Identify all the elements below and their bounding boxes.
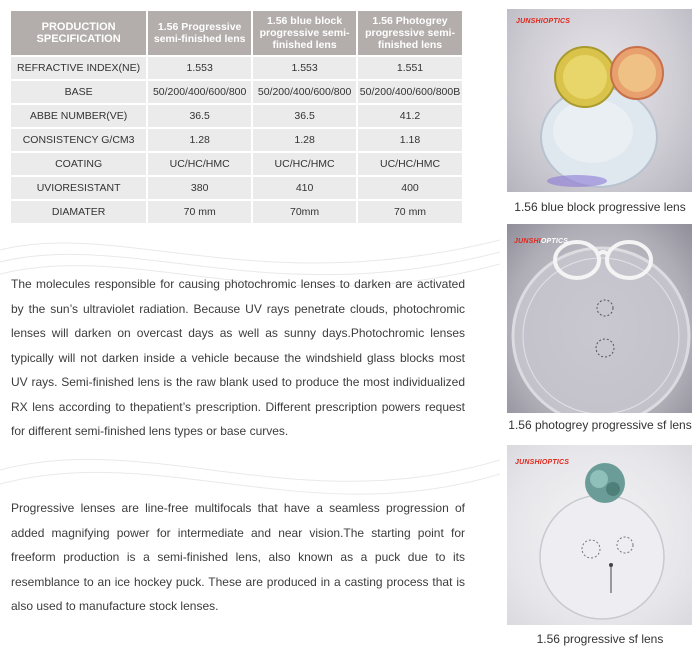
photochromic-paragraph: The molecules responsible for causing photochromic lenses to darken are activated by the sun’s ultraviolet radiation. Because UV rays penetrate clouds, photochromic lenses will darken on overcast days as well as sunny days.Photochromic lenses typically will not darken inside a vehicle because the windshield glass blocks most UV rays. Semi-finished lens is the raw blank used to produce the most individualized RX lens according to thepatient’s prescription. Different prescription powers request for different semi-finished lens types or base curves. [11, 277, 465, 438]
row-label: CONSISTENCY G/CM3 [11, 129, 146, 151]
row-label: BASE [11, 81, 146, 103]
table-cell: 380 [148, 177, 251, 199]
row-label: COATING [11, 153, 146, 175]
photo-caption: 1.56 blue block progressive lens [514, 200, 686, 214]
brand-logo: JUNSHIOPTICS [515, 459, 570, 466]
table-header-cell: PRODUCTION SPECIFICATION [11, 11, 146, 55]
table-cell: 50/200/400/600/800 [148, 81, 251, 103]
photo-caption: 1.56 progressive sf lens [536, 632, 664, 646]
table-header-cell: 1.56 blue block progressive semi-finished lens [253, 11, 356, 55]
table-row [11, 153, 462, 175]
table-row [11, 81, 462, 103]
lens-illustration [507, 224, 692, 413]
table-cell: 1.28 [148, 129, 251, 151]
table-row [11, 177, 462, 199]
progressive-lens-photo [507, 445, 692, 625]
table-row [11, 57, 462, 79]
row-label: DIAMATER [11, 201, 146, 223]
table-row [11, 129, 462, 151]
table-row [11, 105, 462, 127]
table-header-row [11, 11, 462, 55]
table-cell: 70 mm [148, 201, 251, 223]
progressive-paragraph: Progressive lenses are line-free multifocals that have a seamless progression of added magnifying power for intermediate and near vision.The starting point for freeform production is a semi-finished lens, also known as a puck due to its resemblance to an ice hockey puck. These are produced in a casting process that is also used to manufacture stock lenses. [11, 501, 465, 613]
table-cell: 41.2 [358, 105, 462, 127]
table-cell: UC/HC/HMC [253, 153, 356, 175]
blue-block-lens-photo [507, 9, 692, 192]
table-cell: 50/200/400/600/800B [358, 81, 462, 103]
table-cell: 1.553 [148, 57, 251, 79]
table-cell: 1.553 [253, 57, 356, 79]
table-cell: 50/200/400/600/800 [253, 81, 356, 103]
row-label: ABBE NUMBER(VE) [11, 105, 146, 127]
table-header-cell: 1.56 Progressive semi-finished lens [148, 11, 251, 55]
lens-illustration [507, 9, 692, 192]
table-cell: 400 [358, 177, 462, 199]
table-row [11, 201, 462, 223]
brand-logo: JUNSHIOPTICS [514, 238, 569, 245]
lens-illustration [507, 445, 692, 625]
table-cell: 36.5 [148, 105, 251, 127]
table-cell: UC/HC/HMC [358, 153, 462, 175]
table-cell: 1.18 [358, 129, 462, 151]
table-header-cell: 1.56 Photogrey progressive semi-finished lens [358, 11, 462, 55]
table-cell: UC/HC/HMC [148, 153, 251, 175]
table-cell: 70 mm [358, 201, 462, 223]
photogrey-lens-photo [507, 224, 692, 413]
row-label: UVIORESISTANT [11, 177, 146, 199]
table-cell: 410 [253, 177, 356, 199]
table-cell: 70mm [253, 201, 356, 223]
table-cell: 36.5 [253, 105, 356, 127]
row-label: REFRACTIVE INDEX(NE) [11, 57, 146, 79]
photo-caption: 1.56 photogrey progressive sf lens [508, 418, 692, 432]
table-cell: 1.28 [253, 129, 356, 151]
production-spec-table [9, 9, 464, 225]
table-cell: 1.551 [358, 57, 462, 79]
brand-logo: JUNSHIOPTICS [516, 18, 571, 25]
